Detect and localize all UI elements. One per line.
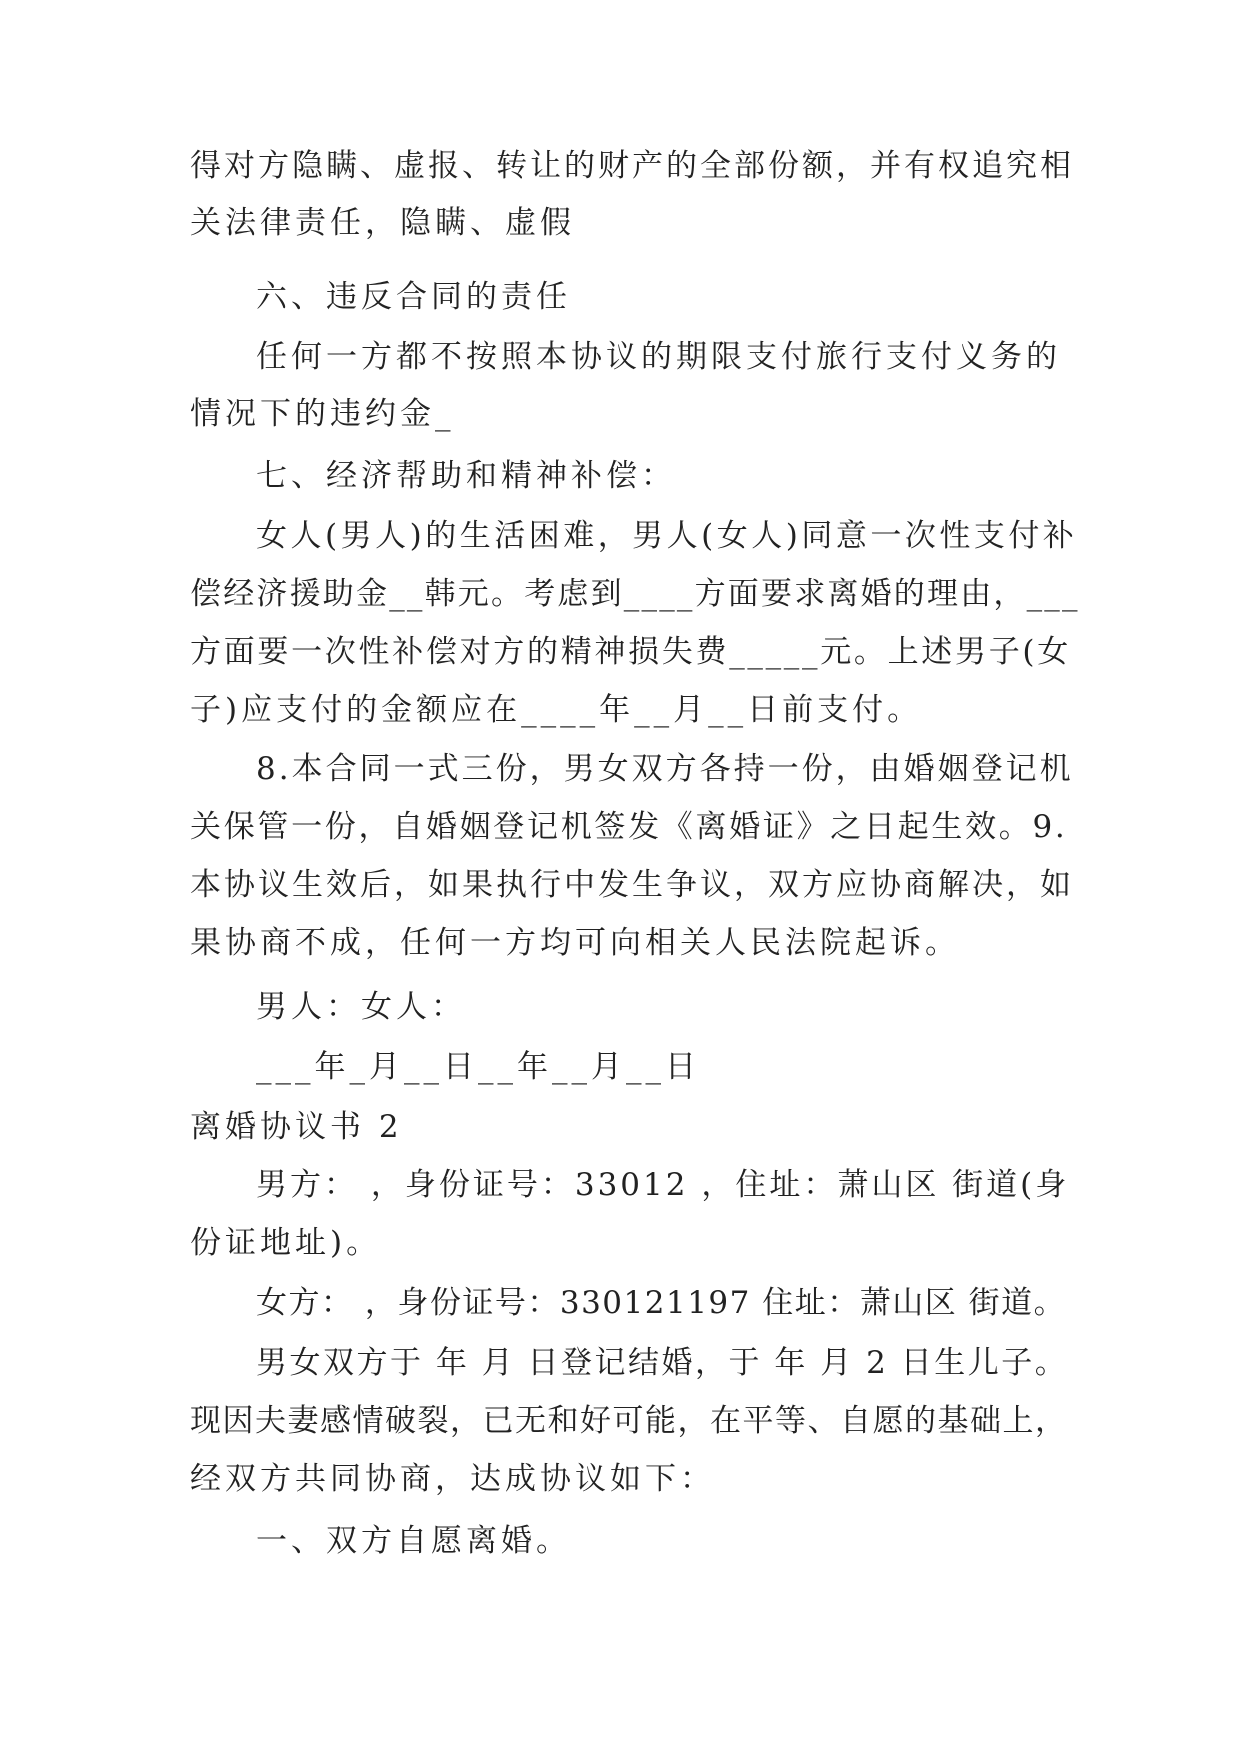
paragraph-line: 经双方共同协商，达成协议如下： <box>190 1461 715 1497</box>
paragraph-line: 本协议生效后，如果执行中发生争议，双方应协商解决，如 <box>190 867 1074 903</box>
paragraph-line: 男方： ，身份证号：33012 ，住址：萧山区 街道(身 <box>256 1167 1070 1203</box>
section-heading: 一、双方自愿离婚。 <box>256 1523 571 1559</box>
paragraph-line: 8.本合同一式三份，男女双方各持一份，由婚姻登记机 <box>256 751 1074 787</box>
paragraph-line: 得对方隐瞒、虚报、转让的财产的全部份额，并有权追究相 <box>190 148 1074 184</box>
paragraph-line: 现因夫妻感情破裂，已无和好可能，在平等、自愿的基础上， <box>190 1403 1068 1439</box>
signature-labels: 男人：女人： <box>256 989 466 1025</box>
section-heading: 六、违反合同的责任 <box>256 279 571 315</box>
paragraph-line: 情况下的违约金_ <box>190 396 455 432</box>
paragraph-line: 果协商不成，任何一方均可向相关人民法院起诉。 <box>190 925 960 961</box>
paragraph-line: 份证地址)。 <box>190 1225 382 1261</box>
paragraph-line: 子)应支付的金额应在____年__月__日前支付。 <box>190 692 923 728</box>
paragraph-line: 任何一方都不按照本协议的期限支付旅行支付义务的 <box>256 339 1061 375</box>
section-heading: 七、经济帮助和精神补偿： <box>256 458 676 494</box>
signature-dates: ___年_月__日__年__月__日 <box>256 1049 700 1085</box>
paragraph-line: 方面要一次性补偿对方的精神损失费_____元。上述男子(女 <box>190 634 1071 670</box>
document-title: 离婚协议书 2 <box>190 1109 403 1145</box>
paragraph-line: 女方： ，身份证号：330121197 住址：萧山区 街道。 <box>256 1285 1067 1321</box>
paragraph-line: 关保管一份，自婚姻登记机签发《离婚证》之日起生效。9. <box>190 809 1068 845</box>
paragraph-line: 女人(男人)的生活困难，男人(女人)同意一次性支付补 <box>256 518 1078 554</box>
paragraph-line: 男女双方于 年 月 日登记结婚，于 年 月 2 日生儿子。 <box>256 1345 1069 1381</box>
paragraph-line: 偿经济援助金__韩元。考虑到____方面要求离婚的理由，___ <box>190 576 1080 612</box>
paragraph-line: 关法律责任，隐瞒、虚假 <box>190 205 575 241</box>
